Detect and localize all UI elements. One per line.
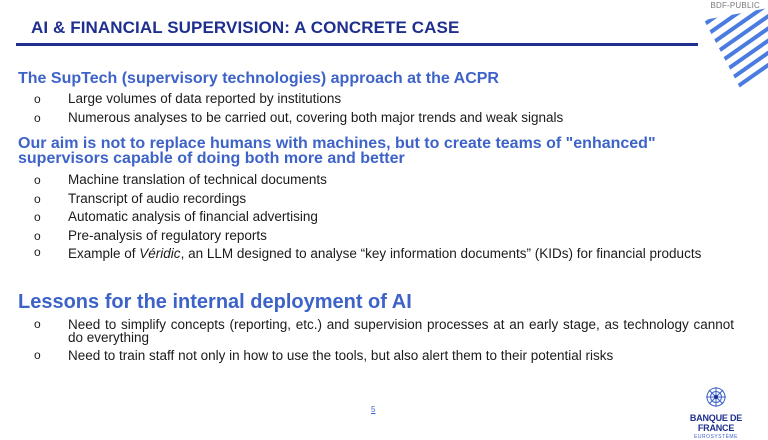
list-item-text: Machine translation of technical documents <box>68 172 327 187</box>
list-item <box>34 349 734 362</box>
list-item-text: Numerous analyses to be carried out, covering both major trends and weak signals <box>68 109 564 125</box>
logo-subtitle: EUROSYSTÈME <box>694 434 738 440</box>
list-item <box>34 190 734 209</box>
classification-label: BDF-PUBLIC <box>710 1 760 10</box>
bullet-marker: o <box>34 228 41 243</box>
bullet-marker: o <box>34 191 41 206</box>
slide-title: AI & FINANCIAL SUPERVISION: A CONCRETE CASE <box>31 18 460 37</box>
section-heading-suptech: The SupTech (supervisory technologies) approach at the ACPR <box>18 70 499 87</box>
bullet-marker: o <box>34 210 41 224</box>
list-item-text: Need to simplify concepts (reporting, etc.) and supervision processes at an early stage, as technology cannot do everything <box>68 317 734 345</box>
bullet-marker: o <box>34 245 41 259</box>
corner-stripes-decoration <box>696 0 768 88</box>
bullet-marker: o <box>34 348 41 362</box>
list-item <box>34 245 734 261</box>
list-item <box>34 171 734 190</box>
list-item <box>34 109 734 128</box>
list-item <box>34 227 734 246</box>
banque-de-france-logo <box>676 386 756 440</box>
title-underline <box>16 43 698 46</box>
suptech-bullet-list <box>34 90 734 127</box>
bullet-marker: o <box>34 92 41 106</box>
bullet-marker: o <box>34 110 41 125</box>
list-item-text: Transcript of audio recordings <box>68 190 247 206</box>
list-item-text-suffix: , an LLM designed to analyse “key information documents” (KIDs) for financial products <box>180 246 702 261</box>
list-item <box>34 90 734 109</box>
section-heading-lessons: Lessons for the internal deployment of AI <box>18 291 412 313</box>
section-heading-aim: Our aim is not to replace humans with machines, but to create teams of "enhanced" supervisors capable of doing both more and better <box>18 135 656 167</box>
list-item <box>34 318 734 344</box>
list-item <box>34 208 734 227</box>
veridic-name: Véridic <box>139 246 181 261</box>
list-item-text: Need to train staff not only in how to use the tools, but also alert them to their potential risks <box>68 348 614 363</box>
bullet-marker: o <box>34 317 41 331</box>
logo-name: BANQUE DE FRANCE <box>689 413 743 433</box>
logo-emblem-icon <box>703 386 729 408</box>
list-item-text: Large volumes of data reported by institutions <box>68 91 342 106</box>
lessons-bullet-list <box>34 318 734 367</box>
list-item-text: Automatic analysis of financial advertising <box>68 209 318 224</box>
aim-bullet-list <box>34 171 734 261</box>
page-number: 5 <box>371 405 376 414</box>
list-item-text: Pre-analysis of regulatory reports <box>68 227 267 243</box>
list-item-text-prefix: Example of <box>68 246 140 261</box>
bullet-marker: o <box>34 173 41 187</box>
